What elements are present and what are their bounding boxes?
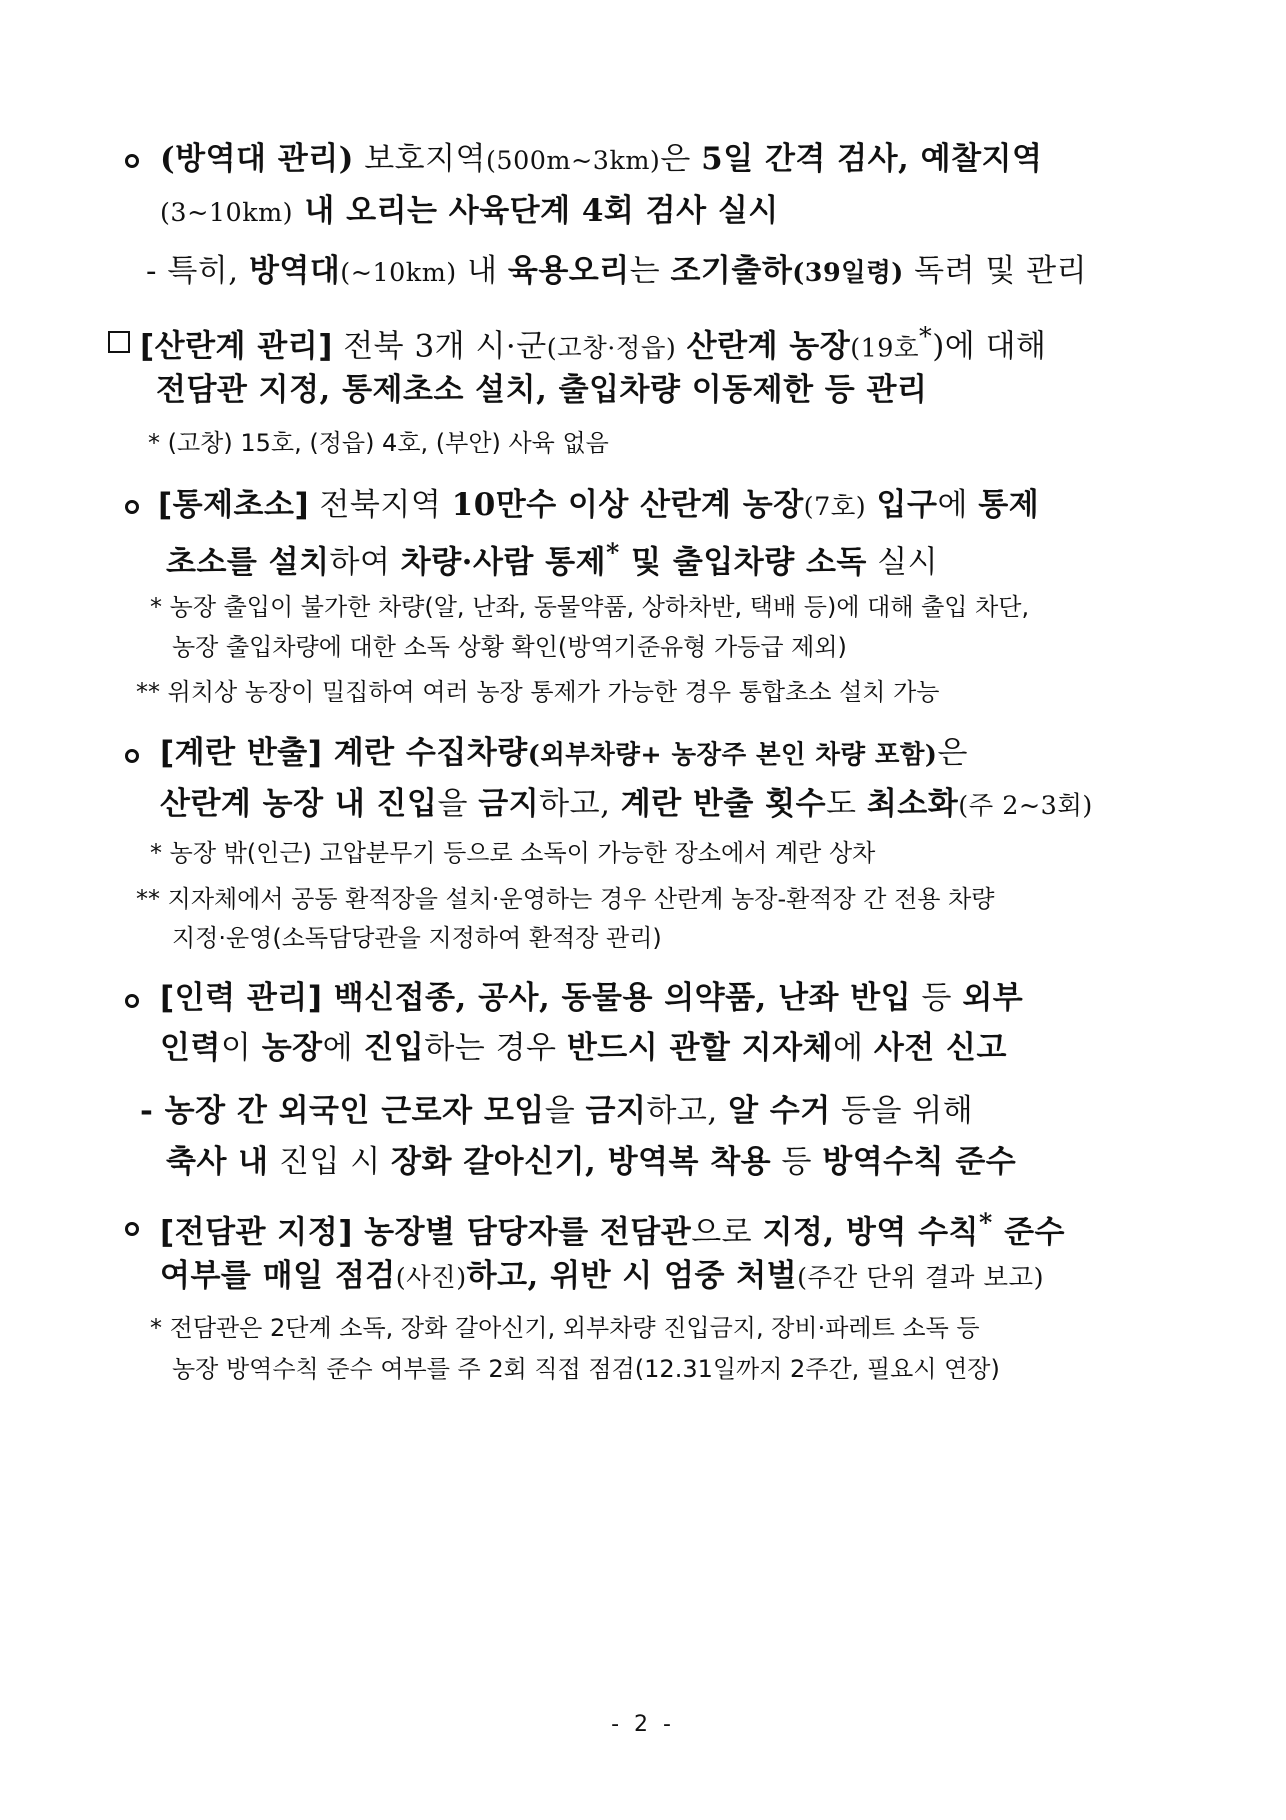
s4-line-1: [계란 반출] 계란 수집차량(외부차량+ 농장주 본인 차량 포함)은 [160,735,968,771]
heading-egg-shipment: [계란 반출] [160,735,323,771]
s6-line-1: [전담관 지정] 농장별 담당자를 전담관으로 지정, 방역 수칙* 준수 [160,1207,1065,1251]
square-bullet-icon [108,331,130,353]
heading-personnel: [인력 관리] [160,980,323,1016]
page-number: - 2 - [611,1712,675,1737]
heading-buffer-zone: (방역대 관리) [160,141,354,177]
s6-footnote-1a: * 전담관은 2단계 소독, 장화 갈아신기, 외부차량 진입금지, 장비·파레트 소독 등 [150,1314,980,1342]
circle-bullet-icon [125,154,139,168]
s4-line-2: 산란계 농장 내 진입을 금지하고, 계란 반출 횟수도 최소화(주 2~3회) [160,786,1093,822]
s5-line-2: 인력이 농장에 진입하는 경우 반드시 관할 지자체에 사전 신고 [160,1030,1007,1066]
circle-bullet-icon [125,1222,139,1236]
s4-footnote-2a: ** 지자체에서 공동 환적장을 설치·운영하는 경우 산란계 농장-환적장 간 전용 차량 [136,885,995,913]
s3-line-2: 초소를 설치하여 차량·사람 통제* 및 출입차량 소독 실시 [166,537,939,581]
s2-line-1: [산란계 관리] 전북 3개 시·군(고창·정읍) 산란계 농장(19호*)에 대해 [140,321,1047,365]
s1-line-3: - 특히, 방역대(~10km) 내 육용오리는 조기출하(39일령) 독려 및 관리 [146,253,1088,289]
circle-bullet-icon [125,994,139,1008]
s6-footnote-1b: 농장 방역수칙 준수 여부를 주 2회 직접 점검(12.31일까지 2주간, 필요시 연장) [172,1355,1000,1383]
s5-line-1: [인력 관리] 백신접종, 공사, 동물용 의약품, 난좌 반입 등 외부 [160,980,1024,1016]
heading-layer-hen: [산란계 관리] [140,328,333,365]
s3-footnote-1b: 농장 출입차량에 대한 소독 상황 확인(방역기준유형 가등급 제외) [172,633,847,661]
s4-footnote-2b: 지정·운영(소독담당관을 지정하여 환적장 관리) [172,924,662,952]
s6-line-2: 여부를 매일 점검(사진)하고, 위반 시 엄중 처벌(주간 단위 결과 보고) [160,1258,1045,1294]
s1-line-1: (방역대 관리) 보호지역(500m~3km)은 5일 간격 검사, 예찰지역 [160,141,1043,177]
heading-officer: [전담관 지정] [160,1214,353,1251]
s3-footnote-1a: * 농장 출입이 불가한 차량(알, 난좌, 동물약품, 상하차반, 택배 등)에 대해 출입 차단, [150,593,1030,621]
s5-line-3: - 농장 간 외국인 근로자 모임을 금지하고, 알 수거 등을 위해 [140,1093,974,1129]
circle-bullet-icon [125,749,139,763]
s3-footnote-2: ** 위치상 농장이 밀집하여 여러 농장 통제가 가능한 경우 통합초소 설치 가능 [136,678,940,706]
s5-line-4: 축사 내 진입 시 장화 갈아신기, 방역복 착용 등 방역수칙 준수 [166,1144,1017,1180]
s2-footnote: * (고창) 15호, (정읍) 4호, (부안) 사육 없음 [148,429,609,457]
s3-line-1: [통제초소] 전북지역 10만수 이상 산란계 농장(7호) 입구에 통제 [158,487,1040,523]
s4-footnote-1: * 농장 밖(인근) 고압분무기 등으로 소독이 가능한 장소에서 계란 상차 [150,839,876,867]
heading-checkpoint: [통제초소] [158,487,310,523]
s1-line-2: (3~10km) 내 오리는 사육단계 4회 검사 실시 [160,193,779,229]
s2-line-2: 전담관 지정, 통제초소 설치, 출입차량 이동제한 등 관리 [156,372,928,408]
circle-bullet-icon [125,500,139,514]
